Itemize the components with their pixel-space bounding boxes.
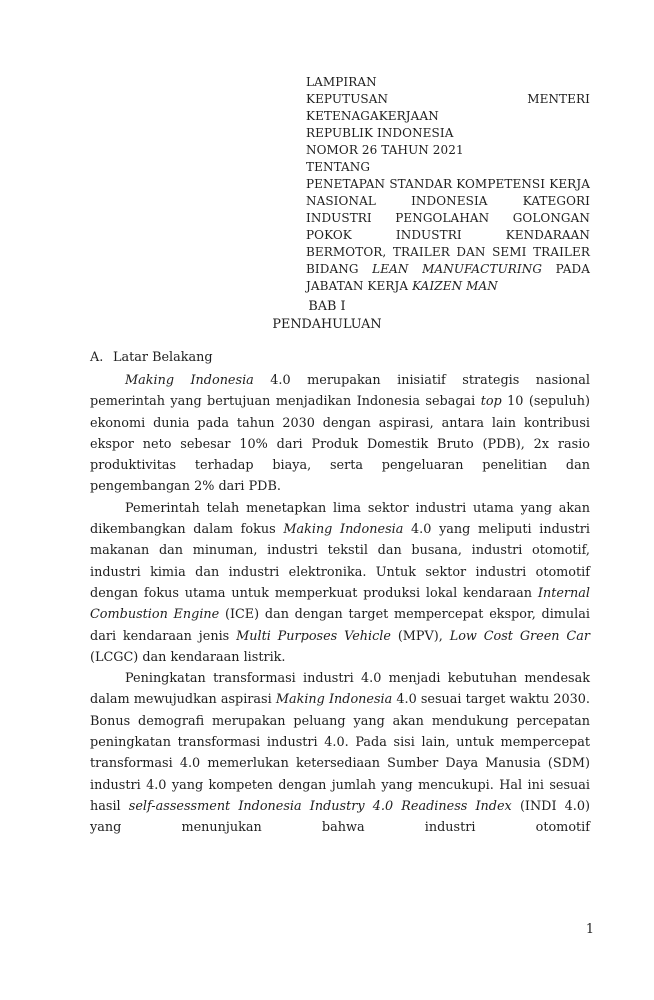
paragraph: Making Indonesia 4.0 merupakan inisiatif strategis nasional pemerintah yang bertujuan menjadikan Indonesia sebagai top 10 (sepuluh) ekonomi dunia pada tahun 2030 dengan aspirasi, antara lain kontribusi ekspor neto sebesar 10% dari Produk Domestik Bruto (PDB), 2x rasio produktivitas terhadap biaya, serta pengeluaran penelitian dan pengembangan 2% dari PDB. (90, 373, 590, 495)
header-line: BIDANG LEAN MANUFACTURING PADA (306, 262, 590, 276)
header-line: INDUSTRI PENGOLAHAN GOLONGAN (306, 211, 590, 225)
header-line: JABATAN KERJA KAIZEN MAN (306, 279, 498, 293)
header-line: BERMOTOR, TRAILER DAN SEMI TRAILER (306, 245, 590, 259)
chapter-heading (77, 298, 577, 334)
section-label: A. (90, 350, 104, 365)
paragraph: Peningkatan transformasi industri 4.0 menjadi kebutuhan mendesak dalam mewujudkan aspirasi Making Indonesia 4.0 sesuai target waktu 2030. Bonus demografi merupakan peluang yang akan mendukung percepatan peningkatan transformasi industri 4.0. Pada sisi lain, untuk mempercepat transformasi 4.0 memerlukan ketersediaan Sumber Daya Manusia (SDM) industri 4.0 yang kompeten dengan jumlah yang mencukupi. Hal ini sesuai hasil self-assessment Indonesia Industry 4.0 Readiness Index (INDI 4.0) yang menunjukan bahwa industri otomotif (90, 671, 591, 836)
header-line: POKOK INDUSTRI KENDARAAN (306, 228, 590, 242)
header-line: KEPUTUSAN MENTERI KETENAGAKERJAAN (306, 92, 590, 123)
header-line: PENETAPAN STANDAR KOMPETENSI KERJA (306, 177, 590, 191)
paragraph: Pemerintah telah menetapkan lima sektor industri utama yang akan dikembangkan dalam fokus Making Indonesia 4.0 yang meliputi industri makanan dan minuman, industri tekstil dan busana, industri otomotif, industri kimia dan industri elektronika. Untuk sektor industri otomotif dengan fokus utama untuk memperkuat produksi lokal kendaraan Internal Combustion Engine (ICE) dan dengan target mempercepat ekspor, dimulai dari kendaraan jenis Multi Purposes Vehicle (MPV), Low Cost Green Car (LCGC) dan kendaraan listrik. (90, 500, 590, 665)
chapter-title: BAB I (308, 299, 346, 314)
header-line: NASIONAL INDONESIA KATEGORI (306, 194, 590, 208)
header-line: REPUBLIK INDONESIA (306, 126, 454, 140)
document-body (90, 370, 590, 839)
header-line: TENTANG (306, 160, 371, 174)
header-line: LAMPIRAN (306, 75, 377, 89)
page-number: 1 (585, 922, 594, 937)
chapter-subtitle: PENDAHULUAN (272, 317, 382, 332)
document-header-block (306, 74, 590, 295)
header-line: NOMOR 26 TAHUN 2021 (306, 143, 464, 157)
section-heading (90, 349, 590, 367)
section-title: Latar Belakang (113, 350, 213, 365)
